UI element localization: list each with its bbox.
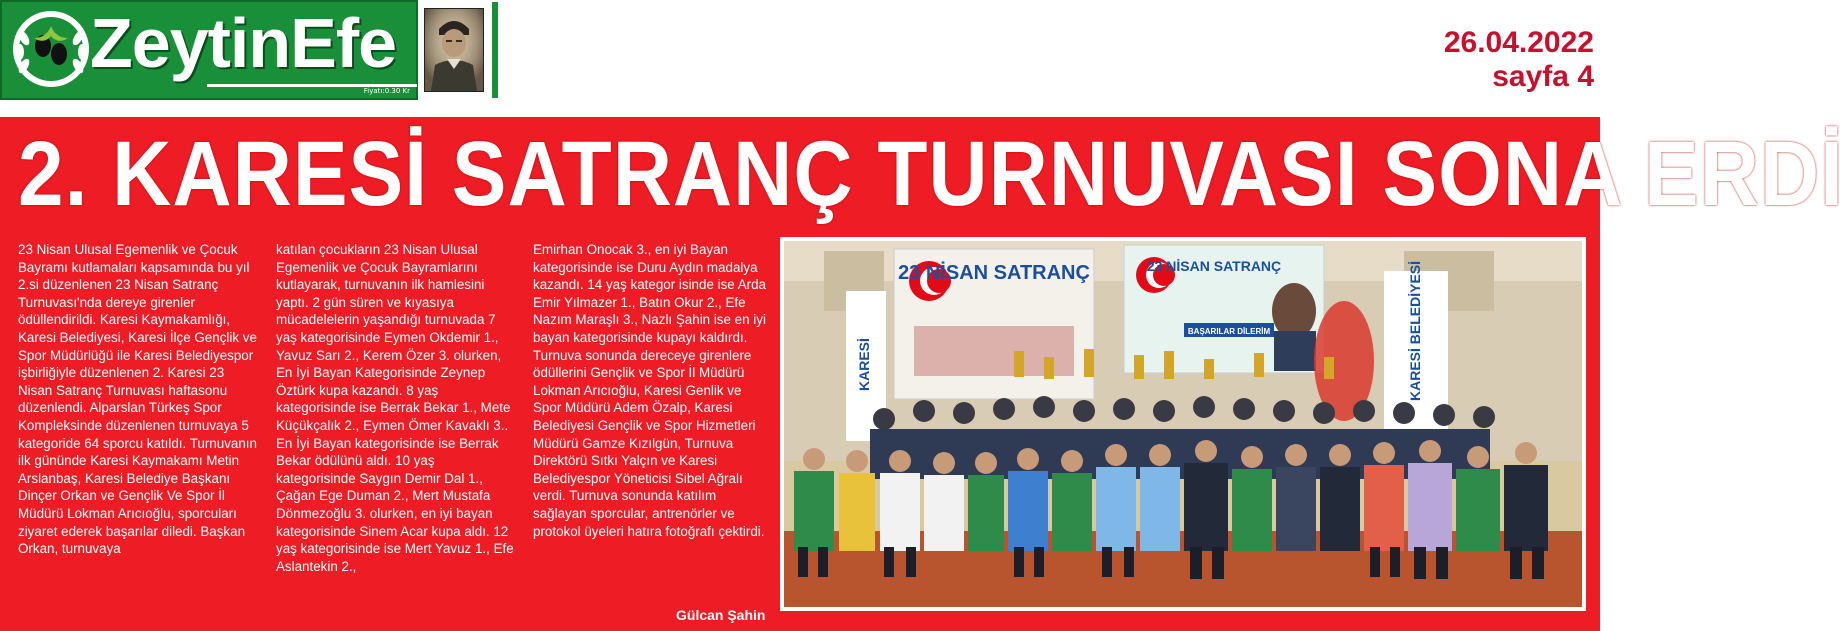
price-label: Fiyatı:0.30 Kr — [363, 87, 410, 95]
masthead — [0, 0, 418, 100]
roll-up-left-text: KARESİ — [856, 338, 872, 391]
portrait-icon — [425, 9, 483, 91]
photo-illustration — [784, 241, 1582, 607]
olive-wreath-icon — [10, 8, 92, 90]
masthead-divider — [492, 2, 498, 98]
page-number: sayfa 4 — [1492, 60, 1594, 93]
article-column-2: katılan çocukların 23 Nisan Ulusal Egemenlik ve Çocuk Bayramlarını kutlayarak, turnuvanın ilk hamlesini yaptı. 2 gün süren ve kıyasıya mücadelelerin yaşandığı turnuvada 7 yaş kategorisinde Eymen Okdemir 1., Yavuz Sarı 2., Kerem Özer 3. olurken, En İyi Bayan Kategorisinde Zeynep Öztürk kupa kazandı. 8 yaş kategorisinde ise Berrak Bekar 1., Mete Küçükçalık 2., Eymen Ömer Kavaklı 3.. En İyi Bayan kategorisinde ise Berrak Bekar ödülünü aldı. 10 yaş kategorisinde Saygın Demir Dal 1., Çağan Ege Duman 2., Mert Mustafa Dönmezoğlu 3. olurken, en iyi bayan kategorisinde Sinem Acar kupa aldı. 12 yaş kategorisinde ise Mert Yavuz 1., Efe Aslantekin 2., — [276, 242, 514, 574]
issue-date: 26.04.2022 — [1443, 26, 1594, 59]
banner-right-text: 23 NİSAN SATRANÇ — [1146, 258, 1282, 274]
ataturk-portrait — [424, 8, 484, 92]
article-column-3: Emirhan Onocak 3., en iyi Bayan kategorisinde ise Duru Aydın madalya kazandı. 14 yaş kategor isinde ise Arda Emir Yılmazer 1., Batın Okur 2., Efe Nazım Maraşlı 3., Nazlı Şahin ise en iyi bayan kategorisinde kupayı kaldırdı. Turnuva sonunda dereceye girenlere ödüllerini Gençlik ve Spor İl Müdürü Lokman Arıcıoğlu, Karesi Genlik ve Spor Müdürü Adem Özalp, Karesi Belediyesi Gençlik ve Spor Hizmetleri Müdürü Gamze Kızılgün, Turnuva Direktörü Sıtkı Yalçın ve Karesi Belediyespor Yöneticisi Sibel Ağralı verdi. Turnuva sonunda katılım sağlayan sporcular, antrenörler ve protokol üyeleri hatıra fotoğrafı çektirdi. — [533, 242, 766, 539]
article-column-1: 23 Nisan Ulusal Egemenlik ve Çocuk Bayramı kutlamaları kapsamında bu yıl 2.si düzenlenen 23 Nisan Satranç Turnuvası'nda dereye girenler ödüllendirildi. Karesi Kaymakamlığı, Karesi Belediyesi, Karesi İlçe Gençlik ve Spor Müdürlüğü ile Karesi Belediyespor işbirliğiyle düzenlenen 2. Karesi 23 Nisan Satranç Turnuvası haftasonu düzenlendi. Alparslan Türkeş Spor Kompleksinde düzenlenen turnuvaya 5 kategoride 64 sporcu katıldı. Turnuvanın ilk gününde Karesi Kaymakamı Metin Arslanbaş, Karesi Belediye Başkanı Dinçer Orkan ve Gençlik Ve Spor İl Müdürü Lokman Arıcıoğlu, sporcuları ziyaret ederek başarılar diledi. Başkan Orkan, turnuvaya — [18, 242, 257, 557]
group-photo — [780, 237, 1586, 611]
newspaper-logo: ZeytinEfe — [90, 4, 397, 82]
banner-right-subtext: BAŞARILAR DİLERİM — [1187, 327, 1271, 336]
headline: 2. KARESİ SATRANÇ TURNUVASI SONA ERDİ — [18, 123, 1844, 226]
byline: Gülcan Şahin — [676, 607, 766, 623]
issue-info — [1444, 26, 1594, 94]
article — [0, 117, 1844, 631]
roll-up-right-text: KARESİ BELEDİYESİ — [1407, 260, 1423, 401]
banner-left-text: 23 NİSAN SATRANÇ — [898, 262, 1090, 284]
